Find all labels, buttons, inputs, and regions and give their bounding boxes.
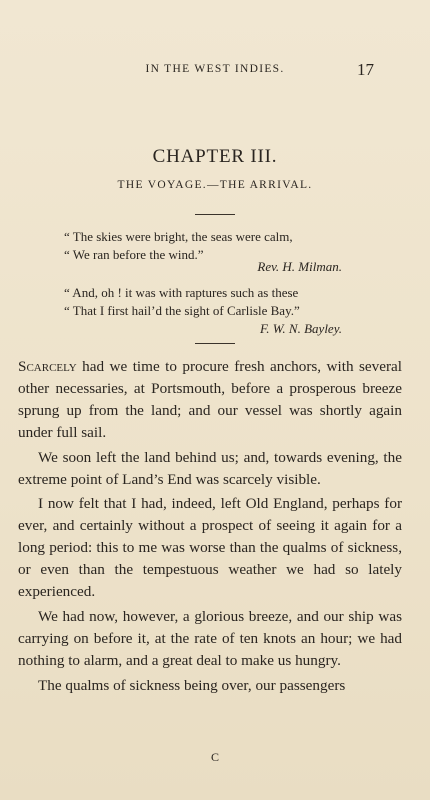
signature-mark: C xyxy=(210,750,219,764)
running-head xyxy=(0,60,430,80)
epigraph-attribution: F. W. N. Bayley. xyxy=(260,321,342,336)
paragraph: I now felt that I had, indeed, left Old England, perhaps for ever, and certainly without a prospect of seeing it again for a long period: this to me was worse than the qualms of sickness, or even than the tempestuous weather we had so lately experienced. xyxy=(18,495,402,601)
paragraph-text: had we time to procure fresh anchors, with several other necessaries, at Portsmouth, before a prosperous breeze sprung up from the land; and our vessel was shortly again under full sail. xyxy=(18,358,402,441)
page-number: 17 xyxy=(357,60,374,79)
epigraph-line: “ And, oh ! it was with raptures such as these xyxy=(64,285,299,300)
divider-rule-bottom xyxy=(195,343,235,344)
paragraph: We soon left the land behind us; and, towards evening, the extreme point of Land’s End was scarcely visible. xyxy=(18,448,402,488)
epigraph-line: “ We ran before the wind.” xyxy=(64,247,204,262)
chapter-title: CHAPTER III. xyxy=(152,146,278,167)
opening-word: Scarcely xyxy=(18,358,77,375)
paragraph: The qualms of sickness being over, our passengers xyxy=(38,676,346,694)
running-title: IN THE WEST INDIES. xyxy=(145,63,285,75)
paragraph xyxy=(18,356,402,444)
body-text xyxy=(18,356,402,700)
epigraph-attribution: Rev. H. Milman. xyxy=(257,259,342,274)
paragraph: We had now, however, a glorious breeze, and our ship was carrying on before it, at the rate of ten knots an hour; we had nothing to alarm, and a great deal to make us hungry. xyxy=(18,607,402,669)
divider-rule-top xyxy=(195,214,235,215)
epigraph-line: “ That I first hail’d the sight of Carlisle Bay.” xyxy=(64,303,300,318)
chapter-subtitle: THE VOYAGE.—THE ARRIVAL. xyxy=(117,179,313,191)
epigraph-line: “ The skies were bright, the seas were calm, xyxy=(64,229,293,244)
